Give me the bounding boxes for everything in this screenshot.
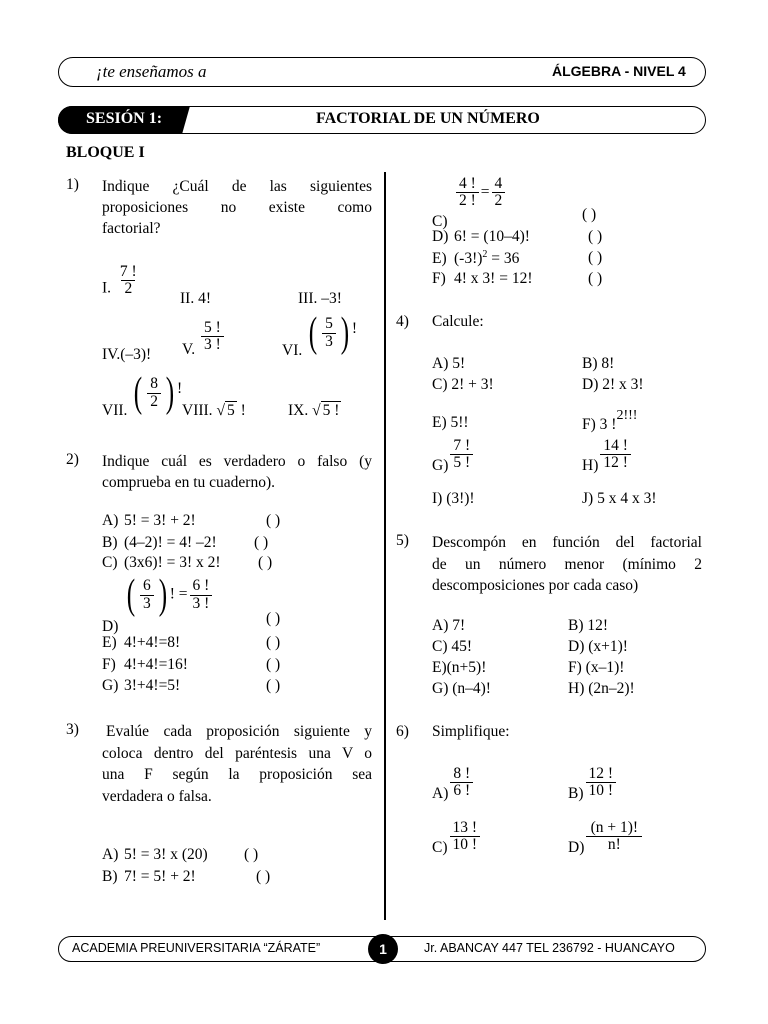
q2-item-g: G) 3!+4!=5! ( ) <box>102 677 281 694</box>
q4-item-b: B) 8! <box>582 355 615 372</box>
q6-item-d: D) $\frac{(n + 1)!}{n!}$ <box>568 820 644 854</box>
answer-parens[interactable]: ( ) <box>588 249 603 266</box>
q6-item-b: B) $\frac{12 !}{10 !}$ <box>568 766 618 800</box>
q3-item-a: A) 5! = 3! x (20) ( ) <box>102 846 259 863</box>
q3-item-c: C) $\frac{4 !}{2 !}$ = $\frac{4}{2}$ ( ) <box>432 175 597 231</box>
q4-item-g: G) $\frac{7 !}{5 !}$ <box>432 438 475 472</box>
answer-parens[interactable]: ( ) <box>266 677 281 694</box>
answer-parens[interactable]: ( ) <box>266 512 281 529</box>
q4-item-h: H) $\frac{14 !}{12 !}$ <box>582 438 633 472</box>
q1-item-iii: III. –3! <box>298 290 342 307</box>
q5-number: 5) <box>396 532 409 549</box>
q6-item-a: A) $\frac{8 !}{6 !}$ <box>432 766 475 800</box>
q1-number: 1) <box>66 176 79 193</box>
q4-title: Calcule: <box>432 313 484 330</box>
q1-item-vi: VI. ( $\frac{5}{3}$ ) ! <box>282 310 358 359</box>
q1-item-ix: IX. √ 5 ! <box>288 402 340 419</box>
answer-parens[interactable]: ( ) <box>266 610 281 627</box>
q4-item-e: E) 5!! <box>432 414 469 431</box>
q2-item-e: E) 4!+4!=8! ( ) <box>102 634 281 651</box>
answer-parens[interactable]: ( ) <box>258 554 273 571</box>
answer-parens[interactable]: ( ) <box>588 228 603 245</box>
header-right: ÁLGEBRA - NIVEL 4 <box>552 63 686 79</box>
q5-item: D) (x+1)! <box>568 638 628 655</box>
q1-item-viii: VIII. √ 5 ! <box>182 402 246 419</box>
q6-number: 6) <box>396 723 409 740</box>
answer-parens[interactable]: ( ) <box>244 846 259 863</box>
q4-item-a: A) 5! <box>432 355 466 372</box>
session-title: FACTORIAL DE UN NÚMERO <box>316 110 540 127</box>
footer-left: ACADEMIA PREUNIVERSITARIA “ZÁRATE” <box>72 941 321 955</box>
q4-item-j: J) 5 x 4 x 3! <box>582 490 657 507</box>
q5-item: F) (x–1)! <box>568 659 625 676</box>
q1-item-i: I. $\frac{7 !}{2}$ <box>102 263 137 298</box>
q1-item-vii: VII. ( $\frac{8}{2}$ ) ! <box>102 370 183 419</box>
footer-right: Jr. ABANCAY 447 TEL 236792 - HUANCAYO <box>424 941 675 955</box>
q3-item-b: B) 7! = 5! + 2! ( ) <box>102 868 271 885</box>
q4-number: 4) <box>396 313 409 330</box>
answer-parens[interactable]: ( ) <box>256 868 271 885</box>
q4-item-f: F) 3 !$^{2!!!}$ <box>582 408 638 434</box>
q1-line: Indique ¿Cuál de las siguientes <box>102 178 372 195</box>
header-left: ¡te enseñamos a <box>96 62 207 81</box>
q2-item-f: F) 4!+4!=16! ( ) <box>102 656 281 673</box>
answer-parens[interactable]: ( ) <box>254 534 269 551</box>
block-title: BLOQUE I <box>66 144 145 161</box>
q2-number: 2) <box>66 451 79 468</box>
q2-item-b: B) (4–2)! = 4! –2! ( ) <box>102 534 269 551</box>
q2-text: Indique cuál es verdadero o falso (y comprueba en tu cuaderno). <box>102 453 372 491</box>
q1-item-ii: II. 4! <box>180 290 211 307</box>
session-label: SESIÓN 1: <box>86 110 163 127</box>
page-number: 1 <box>368 934 398 964</box>
q4-item-i: I) (3!)! <box>432 490 475 507</box>
q1-line: proposiciones no existe como <box>102 199 372 216</box>
q3-item-e: E) $(-3!)^2 = 36$ ( ) <box>432 249 603 268</box>
q1-line: factorial? <box>102 220 161 237</box>
answer-parens[interactable]: ( ) <box>588 270 603 287</box>
q2-item-c: C) (3x6)! = 3! x 2! ( ) <box>102 554 273 571</box>
q1-item-iv: IV.(–3)! <box>102 346 152 363</box>
q6-item-c: C) $\frac{13 !}{10 !}$ <box>432 820 482 854</box>
q5-item: H) (2n–2)! <box>568 680 635 697</box>
column-divider <box>384 172 386 920</box>
q1-text <box>102 176 372 239</box>
q5-item: C) 45! <box>432 638 473 655</box>
q4-item-d: D) 2! x 3! <box>582 376 644 393</box>
q1-item-v: V. $\frac{5 !}{3 !}$ <box>182 320 226 354</box>
q3-text: Evalúe cada proposición siguiente y coloca dentro del paréntesis una V o una F según la proposición sea verdadera o falsa. <box>102 723 372 805</box>
answer-parens[interactable]: ( ) <box>582 206 597 223</box>
q3-item-f: F) 4! x 3! = 12! ( ) <box>432 270 603 287</box>
q5-item: B) 12! <box>568 617 609 634</box>
q3-number: 3) <box>66 721 79 738</box>
q3-item-d: D) 6! = (10–4)! ( ) <box>432 228 603 245</box>
q2-item-a: A) 5! = 3! + 2! ( ) <box>102 512 281 529</box>
q5-item: A) 7! <box>432 617 466 634</box>
q4-item-c: C) 2! + 3! <box>432 376 494 393</box>
q5-item: E)(n+5)! <box>432 659 487 676</box>
q5-text: Descompón en función del factorial de un número menor (mínimo 2 descomposiciones por cada caso) <box>432 534 702 594</box>
q6-title: Simplifique: <box>432 723 510 740</box>
answer-parens[interactable]: ( ) <box>266 634 281 651</box>
q5-item: G) (n–4)! <box>432 680 491 697</box>
q2-item-d: D) ( $\frac{6}{3}$ ) ! = $\frac{6 !}{3 !}$ ( ) <box>102 572 281 635</box>
answer-parens[interactable]: ( ) <box>266 656 281 673</box>
